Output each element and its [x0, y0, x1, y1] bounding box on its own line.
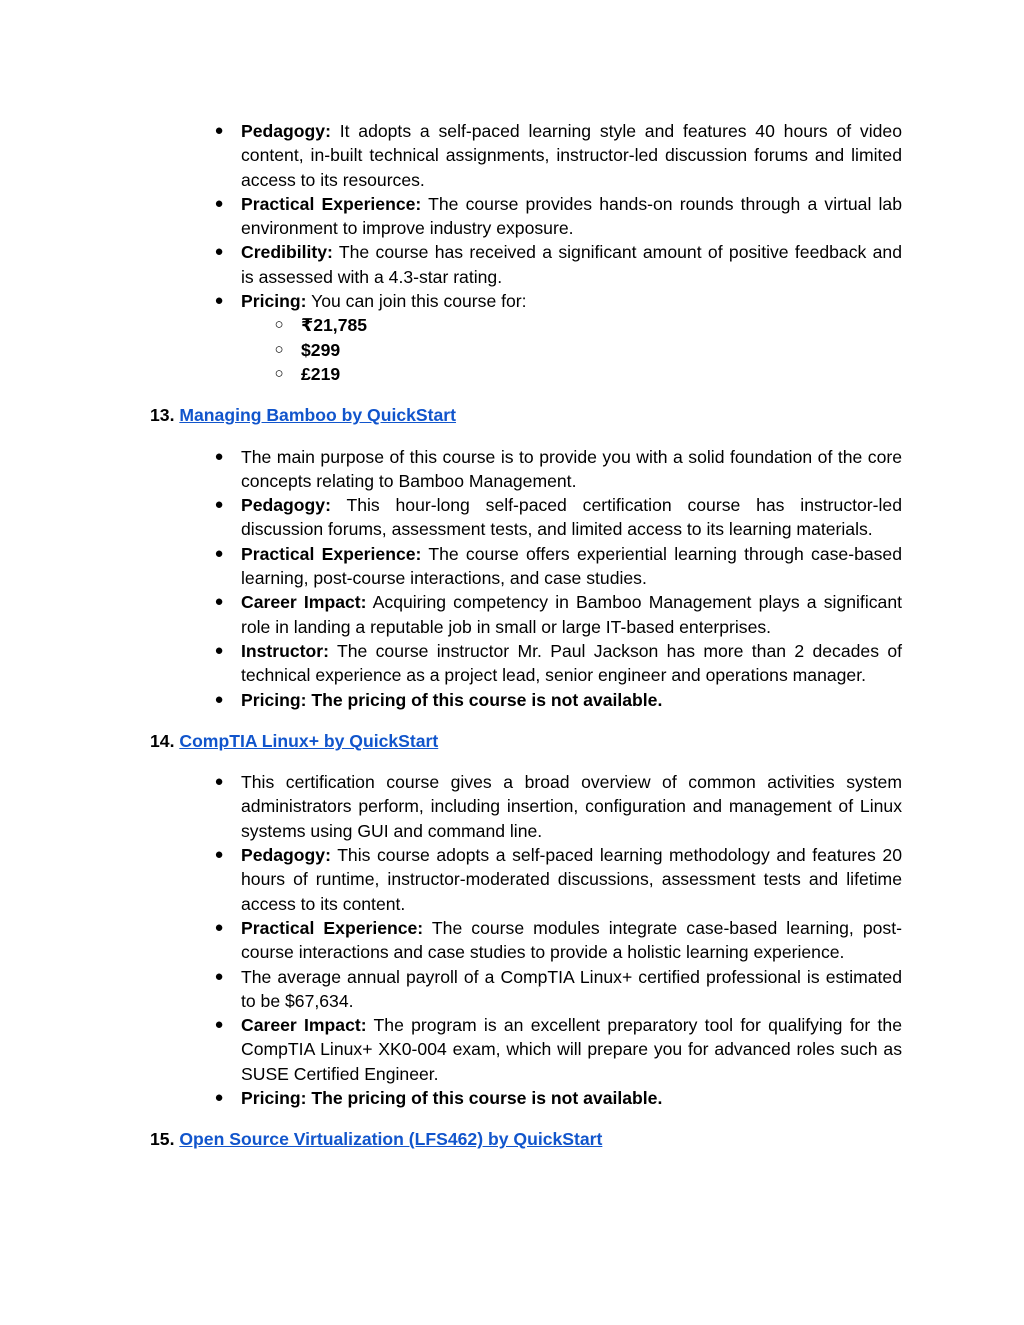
bullet-icon: ●	[214, 1016, 224, 1034]
item-text: This course adopts a self-paced learning methodology and features 20 hours of runtime, instructor-moderated discussions, assessment tests and lifetime access to its content.	[241, 845, 902, 914]
price-item	[274, 338, 902, 362]
price-item	[274, 362, 902, 386]
list-item	[214, 1086, 902, 1110]
section-15-heading	[150, 1127, 902, 1151]
list-item	[214, 240, 902, 289]
section-14-heading	[150, 729, 902, 753]
list-item	[214, 192, 902, 241]
section-13-heading	[150, 403, 902, 427]
item-text: The course modules integrate case-based learning, post-course interactions and case studies to provide a holistic learning experience.	[241, 917, 902, 963]
item-text: The course provides hands-on rounds through a virtual lab environment to improve industry exposure.	[241, 193, 902, 239]
section-14-list	[150, 770, 902, 1110]
item-label: Instructor:	[241, 640, 329, 661]
item-label: Practical Experience:	[241, 917, 424, 938]
item-label: Career Impact:	[241, 1015, 367, 1036]
list-item	[214, 590, 902, 639]
item-text: It adopts a self-paced learning style and features 40 hours of video content, in-built technical assignments, instructor-led discussion forums and limited access to its resources.	[241, 121, 902, 190]
item-text: Acquiring competency in Bamboo Management plays a significant role in landing a reputable job in small or large IT-based enterprises.	[241, 592, 902, 637]
item-text: You can join this course for:	[306, 291, 527, 312]
bullet-icon: ●	[214, 496, 224, 514]
price-gbp: £219	[301, 363, 341, 384]
list-item	[214, 639, 902, 688]
bullet-icon: ●	[214, 967, 224, 985]
item-label: Practical Experience:	[241, 193, 422, 214]
circle-bullet-icon: ○	[274, 364, 284, 382]
bullet-icon: ●	[214, 1088, 224, 1106]
bullet-icon: ●	[214, 641, 224, 659]
list-item	[214, 965, 902, 1014]
section-number: 14.	[150, 730, 175, 751]
bullet-icon: ●	[214, 447, 224, 465]
item-label: Pedagogy:	[241, 121, 331, 141]
list-item	[214, 493, 902, 542]
price-list	[241, 313, 902, 386]
item-label: Pricing: The pricing of this course is not available.	[241, 689, 663, 710]
item-label: Pedagogy:	[241, 495, 331, 516]
bullet-icon: ●	[214, 593, 224, 611]
bullet-icon: ●	[214, 292, 224, 310]
item-text: This certification course gives a broad overview of common activities system administrators perform, including insertion, configuration and management of Linux systems using GUI and command line.	[241, 772, 902, 841]
section-number: 13.	[150, 405, 175, 426]
item-text: The course instructor Mr. Paul Jackson has more than 2 decades of technical experience as a project lead, senior engineer and operations manager.	[241, 640, 902, 686]
item-text: The course offers experiential learning through case-based learning, post-course interactions, and case studies.	[241, 543, 902, 589]
bullet-icon: ●	[214, 544, 224, 562]
circle-bullet-icon: ○	[274, 316, 284, 334]
course-link-comptia-linux[interactable]: CompTIA Linux+ by QuickStart	[179, 730, 439, 751]
bullet-icon: ●	[214, 918, 224, 936]
price-item	[274, 313, 902, 337]
course-link-managing-bamboo[interactable]: Managing Bamboo by QuickStart	[179, 405, 457, 426]
course-link-open-source-virtualization[interactable]: Open Source Virtualization (LFS462) by QuickStart	[179, 1129, 603, 1150]
bullet-icon: ●	[214, 846, 224, 864]
bullet-icon: ●	[214, 773, 224, 791]
item-label: Practical Experience:	[241, 543, 422, 564]
item-label: Career Impact:	[241, 592, 367, 613]
circle-bullet-icon: ○	[274, 340, 284, 358]
bullet-icon: ●	[214, 194, 224, 212]
list-item	[214, 1013, 902, 1086]
bullet-icon: ●	[214, 122, 224, 139]
course-12-details-list	[150, 119, 902, 386]
item-text: The average annual payroll of a CompTIA Linux+ certified professional is estimated to be $67,634.	[241, 966, 902, 1011]
list-item	[214, 916, 902, 965]
list-item	[214, 542, 902, 591]
item-text: The main purpose of this course is to provide you with a solid foundation of the core concepts relating to Bamboo Management.	[241, 446, 902, 491]
list-item	[214, 445, 902, 494]
list-item	[214, 770, 902, 843]
list-item	[214, 289, 902, 386]
item-text: This hour-long self-paced certification course has instructor-led discussion forums, assessment tests, and limited access to its learning materials.	[241, 495, 902, 540]
section-number: 15.	[150, 1129, 175, 1150]
item-label: Pricing: The pricing of this course is not available.	[241, 1087, 663, 1108]
section-13-list	[150, 445, 902, 712]
list-item	[214, 688, 902, 712]
bullet-icon: ●	[214, 243, 224, 261]
item-label: Pricing:	[241, 291, 307, 312]
list-item	[214, 843, 902, 916]
item-text: The program is an excellent preparatory tool for qualifying for the CompTIA Linux+ XK0-004 exam, which will prepare you for advanced roles such as SUSE Certified Engineer.	[241, 1015, 902, 1084]
bullet-icon: ●	[214, 690, 224, 708]
item-label: Credibility:	[241, 242, 333, 263]
item-text: The course has received a significant amount of positive feedback and is assessed with a 4.3-star rating.	[241, 242, 902, 287]
item-label: Pedagogy:	[241, 845, 331, 866]
price-usd: $299	[301, 339, 341, 360]
document-content	[150, 119, 902, 1169]
price-inr: ₹21,785	[301, 315, 368, 336]
list-item	[214, 119, 902, 192]
